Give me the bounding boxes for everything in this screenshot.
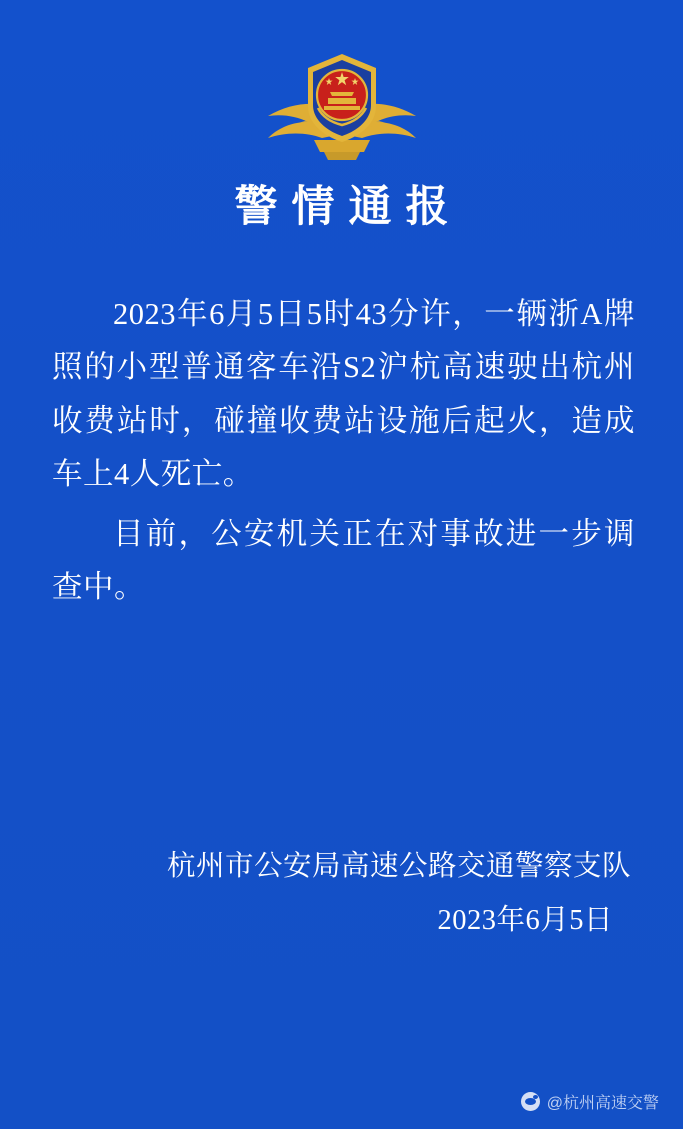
notice-paragraph-1: 2023年6月5日5时43分许，一辆浙A牌照的小型普通客车沿S2沪杭高速驶出杭州收费站时，碰撞收费站设施后起火，造成车上4人死亡。	[52, 297, 635, 492]
watermark-handle: @杭州高速交警	[546, 1095, 659, 1112]
signature-organization: 杭州市公安局高速公路交通警察支队	[166, 851, 631, 882]
china-police-emblem-icon	[252, 48, 432, 166]
notice-paragraph-2: 目前，公安机关正在对事故进一步调查中。	[52, 516, 635, 604]
emblem-container	[0, 48, 683, 166]
watermark	[521, 1090, 659, 1113]
page-title: 警情通报	[234, 182, 463, 232]
signature-date: 2023年6月5日	[437, 905, 613, 937]
signature-block	[48, 840, 631, 948]
notice-body	[52, 288, 635, 620]
weibo-icon	[521, 1092, 540, 1111]
